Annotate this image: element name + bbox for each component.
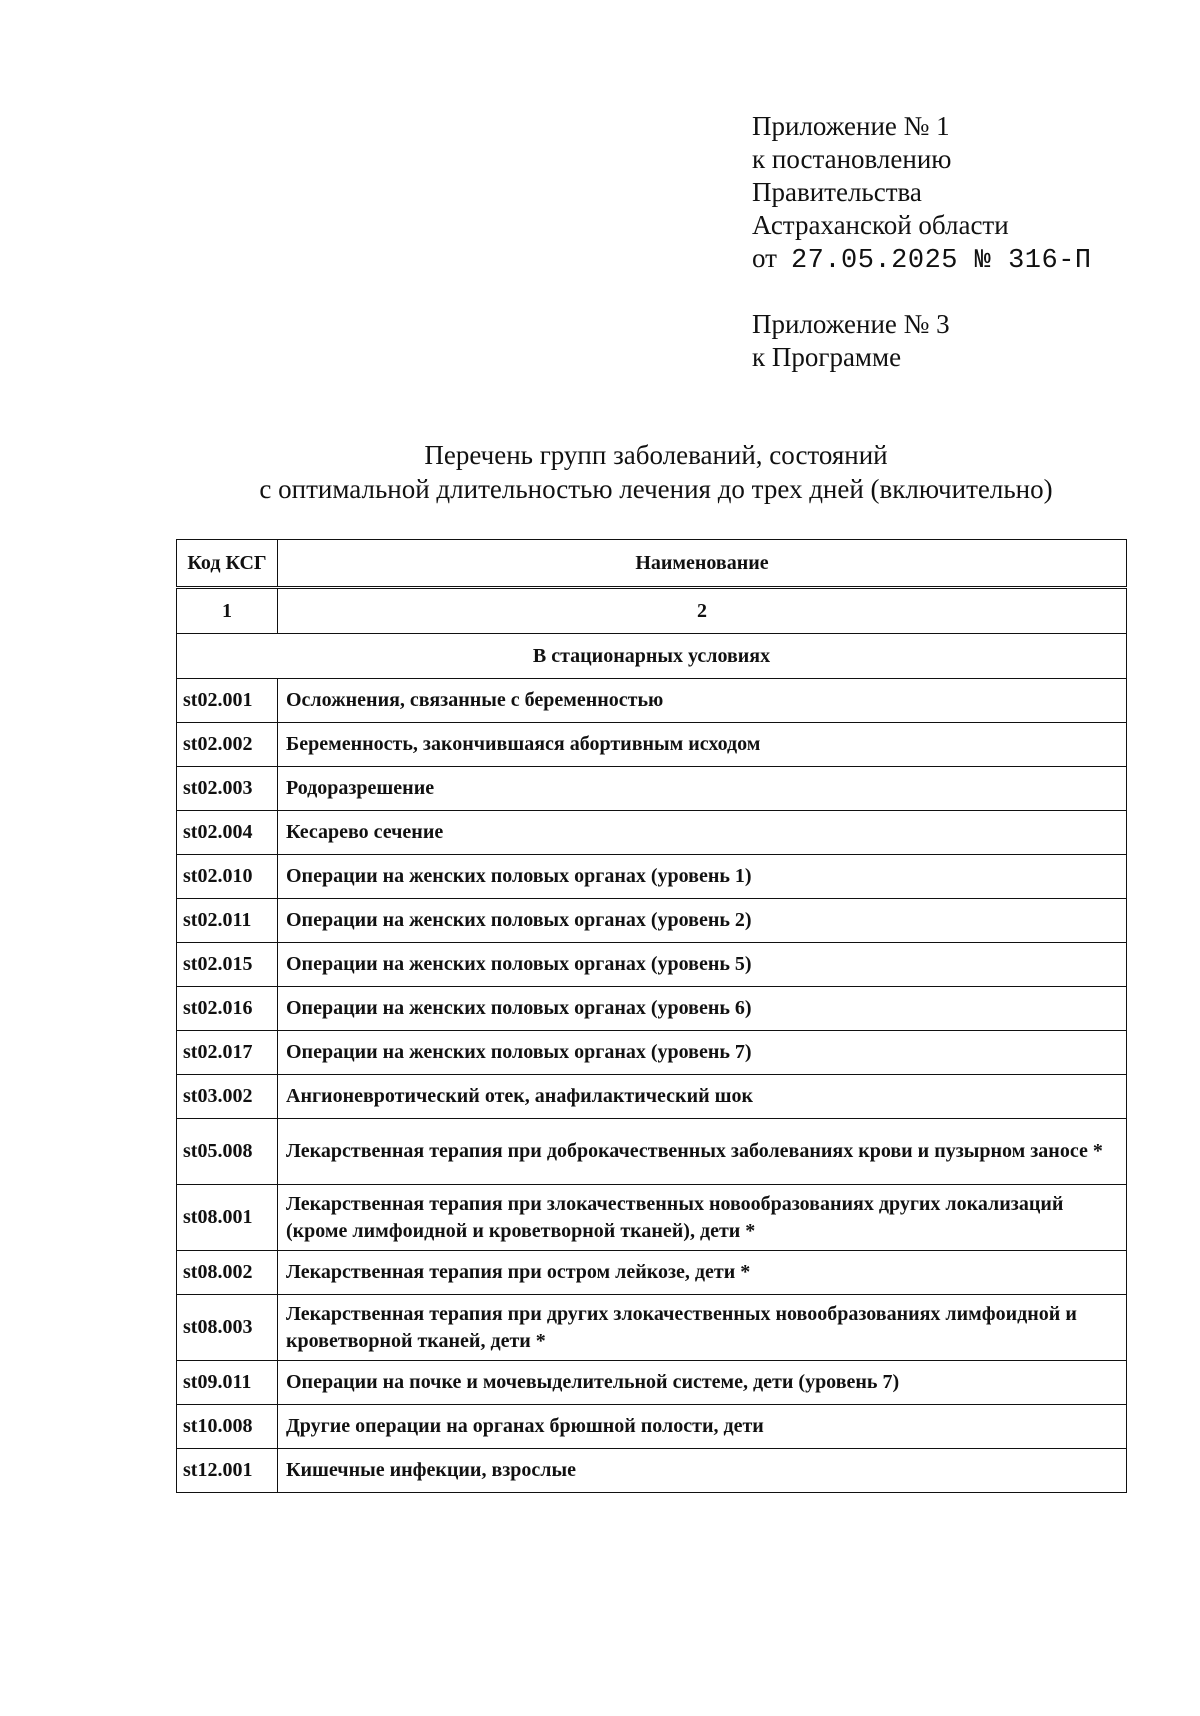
resolution-reference: к постановлению	[752, 144, 952, 174]
ksg-name-cell: Лекарственная терапия при злокачественных новообразованиях других локализаций (кроме лимфоидной и кроветворной тканей), дети *	[278, 1185, 1127, 1251]
table-row	[177, 767, 1127, 811]
document-title-line-1: Перечень групп заболеваний, состояний	[424, 440, 888, 470]
ksg-code-cell: st02.017	[177, 1031, 278, 1075]
ksg-name-cell: Операции на женских половых органах (уровень 7)	[278, 1031, 1127, 1075]
ksg-name-cell: Кесарево сечение	[278, 811, 1127, 855]
table-row	[177, 1031, 1127, 1075]
resolution-date-line	[752, 242, 1092, 278]
ksg-name-cell: Операции на женских половых органах (уровень 2)	[278, 899, 1127, 943]
column-number-2: 2	[278, 588, 1127, 634]
header-code: Код КСГ	[177, 540, 278, 588]
ksg-name-cell: Кишечные инфекции, взрослые	[278, 1449, 1127, 1493]
ksg-code-cell: st09.011	[177, 1361, 278, 1405]
appendix-1-label: Приложение № 1	[752, 111, 950, 141]
resolution-date-number: 27.05.2025 № 316-П	[790, 246, 1092, 276]
ksg-code-cell: st02.001	[177, 679, 278, 723]
table-header-row	[177, 540, 1127, 588]
ksg-name-cell: Беременность, закончившаяся абортивным исходом	[278, 723, 1127, 767]
ksg-code-cell: st08.003	[177, 1295, 278, 1361]
ksg-name-cell: Ангионевротический отек, анафилактический шок	[278, 1075, 1127, 1119]
ksg-code-cell: st08.002	[177, 1251, 278, 1295]
ksg-code-cell: st08.001	[177, 1185, 278, 1251]
ksg-name-cell: Операции на женских половых органах (уровень 1)	[278, 855, 1127, 899]
table-row	[177, 1119, 1127, 1185]
ksg-name-cell: Операции на женских половых органах (уровень 5)	[278, 943, 1127, 987]
ksg-name-cell: Операции на почке и мочевыделительной системе, дети (уровень 7)	[278, 1361, 1127, 1405]
ksg-code-cell: st02.016	[177, 987, 278, 1031]
ksg-code-cell: st02.010	[177, 855, 278, 899]
ksg-code-cell: st02.015	[177, 943, 278, 987]
appendix-1-header	[752, 110, 1092, 278]
ksg-code-cell: st02.002	[177, 723, 278, 767]
table-row	[177, 723, 1127, 767]
table-row	[177, 1185, 1127, 1251]
ksg-code-cell: st02.004	[177, 811, 278, 855]
program-reference: к Программе	[752, 342, 902, 372]
ksg-table	[176, 539, 1127, 1493]
table-row	[177, 943, 1127, 987]
ksg-code-cell: st02.011	[177, 899, 278, 943]
column-number-1: 1	[177, 588, 278, 634]
table-row	[177, 1361, 1127, 1405]
ksg-code-cell: st05.008	[177, 1119, 278, 1185]
table-row	[177, 1251, 1127, 1295]
appendix-3-header	[752, 308, 950, 374]
government-reference: Правительства	[752, 177, 922, 207]
table-row	[177, 811, 1127, 855]
header-name: Наименование	[278, 540, 1127, 588]
ksg-name-cell: Лекарственная терапия при остром лейкозе, дети *	[278, 1251, 1127, 1295]
section-row	[177, 634, 1127, 679]
document-title	[176, 438, 1136, 506]
ksg-code-cell: st12.001	[177, 1449, 278, 1493]
table-row	[177, 987, 1127, 1031]
ksg-code-cell: st02.003	[177, 767, 278, 811]
section-label: В стационарных условиях	[177, 634, 1127, 679]
table-row	[177, 1449, 1127, 1493]
ksg-name-cell: Осложнения, связанные с беременностью	[278, 679, 1127, 723]
table-row	[177, 679, 1127, 723]
ksg-name-cell: Родоразрешение	[278, 767, 1127, 811]
region-reference: Астраханской области	[752, 210, 1009, 240]
table-row	[177, 1075, 1127, 1119]
column-number-row	[177, 588, 1127, 634]
ksg-name-cell: Другие операции на органах брюшной полости, дети	[278, 1405, 1127, 1449]
ksg-name-cell: Лекарственная терапия при других злокачественных новообразованиях лимфоидной и кроветворной тканей, дети *	[278, 1295, 1127, 1361]
table-row	[177, 1295, 1127, 1361]
date-prefix: от	[752, 243, 777, 273]
table-row	[177, 855, 1127, 899]
table-row	[177, 899, 1127, 943]
document-title-line-2: с оптимальной длительностью лечения до трех дней (включительно)	[259, 474, 1053, 504]
table-row	[177, 1405, 1127, 1449]
ksg-code-cell: st03.002	[177, 1075, 278, 1119]
ksg-name-cell: Лекарственная терапия при доброкачественных заболеваниях крови и пузырном заносе *	[278, 1119, 1127, 1185]
ksg-code-cell: st10.008	[177, 1405, 278, 1449]
appendix-3-label: Приложение № 3	[752, 309, 950, 339]
ksg-name-cell: Операции на женских половых органах (уровень 6)	[278, 987, 1127, 1031]
